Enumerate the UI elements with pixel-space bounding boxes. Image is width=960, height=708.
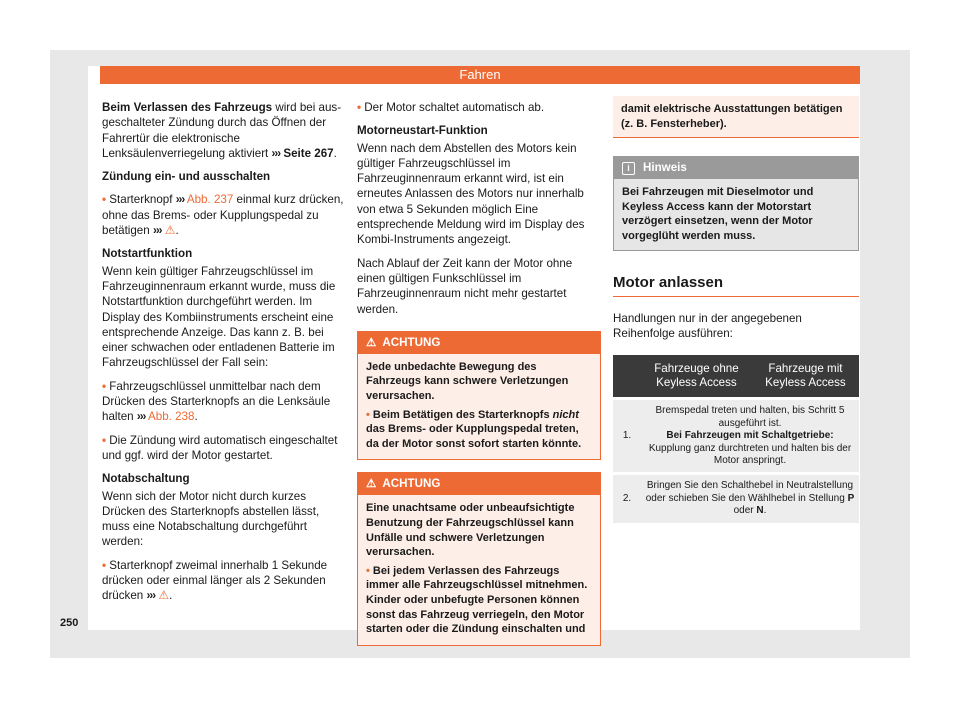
bullet-icon: • xyxy=(102,379,107,393)
bullet-icon: • xyxy=(366,564,370,577)
bullet-notstart-2: • Die Zündung wird automatisch eingeschaltet und ggf. wird der Motor gestartet. xyxy=(102,433,338,462)
heading-neustart: Motorneustart-Funktion xyxy=(357,124,488,138)
neustart-text-1: Wenn nach dem Abstellen des Motors kein gültiger Fahrzeugschlüssel im Fahrzeuginnenraum erkannt wird, ist ein erneutes Anlassen des Motors nur innerhalb von etwa 5 Sekunden möglich Eine entsprechende Meldung wird im Display des Kombi-Instruments angezeigt. xyxy=(357,141,585,247)
warning-box-2: ⚠ ACHTUNG Eine unachtsame oder unbeaufsichtigte Benutzung der Fahrzeugschlüssel kann Unfälle und schwere Verletzungen verursachen. • Bei jedem Verlassen des Fahrzeugs immer alle Fahrzeugschlüssel mitnehmen. Kinder oder unbefugte Personen können sonst das Fahrzeug verriegeln, den Motor starten oder die Zündung einschalten und xyxy=(357,472,601,645)
notab-text: Wenn sich der Motor nicht durch kurzes Drücken des Starterknopfs abstellen lässt, muss eine Notabschaltung durchgeführt werden: xyxy=(102,489,320,549)
chapter-header: Fahren xyxy=(100,66,860,84)
table-row: 1. Bremspedal treten und halten, bis Schritt 5 ausgeführt ist. Bei Fahrzeugen mit Schaltgetriebe: Kupplung ganz durchtreten und halten bis der Motor anspringt. xyxy=(613,399,859,474)
table-header-row xyxy=(613,355,859,399)
bullet-icon: • xyxy=(102,193,107,207)
table-header: Fahrzeuge mit Keyless Access xyxy=(752,355,859,399)
section-title: Motor anlassen xyxy=(613,275,859,297)
column-1 xyxy=(102,100,346,612)
heading-notstart: Notstartfunktion xyxy=(102,247,193,261)
paragraph-leaving: Beim Verlassen des Fahrzeugs wird bei aus-geschalteter Zündung durch das Öffnen der Fahrertür die elektronische Lenksäulenverriegelung aktiviert ››› Seite 267. xyxy=(102,101,342,160)
note-text: Bei Fahrzeugen mit Dieselmotor und Keyless Access kann der Motorstart verzögert einsetzen, wenn der Motor vorgeglüht werden muss. xyxy=(622,186,814,242)
column-3 xyxy=(613,100,859,523)
bullet-notab: • Starterknopf zweimal innerhalb 1 Sekunde drücken oder einmal länger als 2 Sekunden drücken ››› ⚠. xyxy=(102,558,328,603)
bullet-motor-ab: • Der Motor schaltet automatisch ab. xyxy=(357,101,545,114)
warning-box-header: ⚠ ACHTUNG xyxy=(358,332,600,354)
ref-arrow-icon: ››› xyxy=(146,589,156,603)
column-2 xyxy=(357,100,601,658)
warning-triangle-icon: ⚠ xyxy=(158,588,170,603)
neustart-text-2: Nach Ablauf der Zeit kann der Motor ohne einen gültigen Funkschlüssel im Fahrzeuginnenraum nicht mehr gestartet werden. xyxy=(357,256,573,316)
warning-box-header: ⚠ ACHTUNG xyxy=(358,473,600,495)
page-link[interactable]: Seite 267 xyxy=(283,146,334,160)
note-box-header: i Hinweis xyxy=(614,157,858,179)
warning-triangle-icon: ⚠ xyxy=(366,477,377,491)
ref-arrow-icon: ››› xyxy=(152,224,162,238)
ref-arrow-icon: ››› xyxy=(271,146,281,160)
page-number: 250 xyxy=(60,617,79,629)
warning-continuation: damit elektrische Ausstattungen betätigen (z. B. Fensterheber). xyxy=(613,96,859,138)
bullet-icon: • xyxy=(357,101,362,114)
bullet-zuendung: • Starterknopf ››› Abb. 237 einmal kurz drücken, ohne das Brems- oder Kupplungspedal zu betätigen ››› ⚠. xyxy=(102,193,344,238)
ref-arrow-icon: ››› xyxy=(175,193,185,207)
figure-link[interactable]: Abb. 238 xyxy=(148,410,195,424)
heading-notabschaltung: Notabschaltung xyxy=(102,472,190,486)
figure-link[interactable]: Abb. 237 xyxy=(186,193,234,207)
info-icon: i xyxy=(622,162,635,175)
note-box xyxy=(613,156,859,250)
steps-table xyxy=(613,355,859,522)
warning-triangle-icon: ⚠ xyxy=(366,335,377,349)
bullet-icon: • xyxy=(366,408,370,421)
warning-box-1: ⚠ ACHTUNG Jede unbedachte Bewegung des Fahrzeugs kann schwere Verletzungen verursachen. • Beim Betätigen des Starterknopfs nicht das Brems- oder Kupplungspedal treten, da der Motor sonst sofort starten könnte. xyxy=(357,331,601,461)
warning-triangle-icon: ⚠ xyxy=(164,223,176,238)
bullet-notstart-1: • Fahrzeugschlüssel unmittelbar nach dem Drücken des Starterknopfs an die Lenksäule halten ››› Abb. 238. xyxy=(102,379,331,424)
table-header: Fahrzeuge ohne Keyless Access xyxy=(641,355,752,399)
bullet-icon: • xyxy=(102,558,107,572)
table-row: 2. Bringen Sie den Schalthebel in Neutralstellung oder schieben Sie den Wählhebel in Stellung P oder N. xyxy=(613,474,859,523)
section-intro: Handlungen nur in der angegebenen Reihenfolge ausführen: xyxy=(613,311,802,341)
ref-arrow-icon: ››› xyxy=(136,410,146,424)
heading-zuendung: Zündung ein- und ausschalten xyxy=(102,170,271,184)
bullet-icon: • xyxy=(102,433,107,447)
notstart-text: Wenn kein gültiger Fahrzeugschlüssel im Fahrzeuginnenraum erkannt wurde, muss die Notstartfunktion durchgeführt werden. Im Display des Kombiinstruments erscheint eine entsprechende Anzeige. Das kann z. B. bei einer schwachen oder entladenen Batterie im Fahrzeugschlüssel der Fall sein: xyxy=(102,264,336,370)
